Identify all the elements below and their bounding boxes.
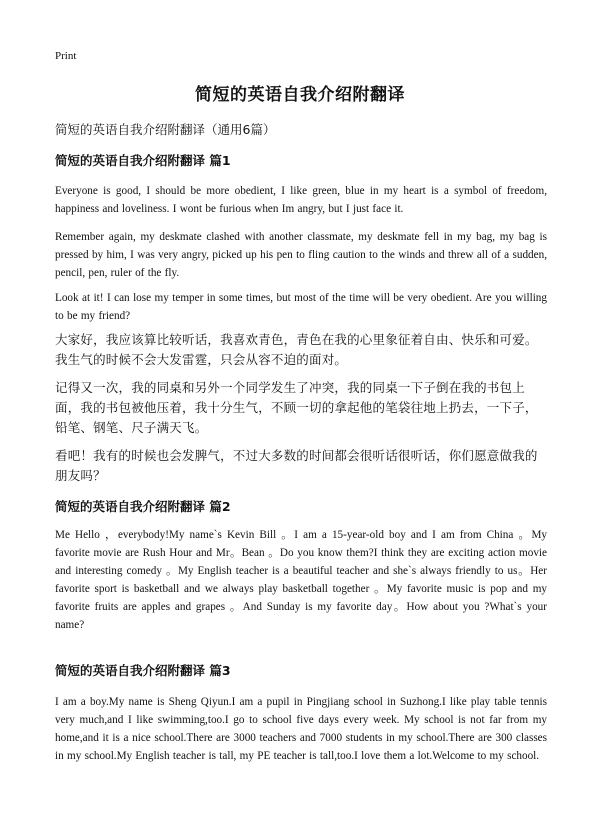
paragraph: Everyone is good, I should be more obedient, I like green, blue in my heart is a symbol of freedom, happiness and loveliness. I wont be furious when Im angry, but I just face it.: [55, 185, 547, 215]
section-heading-2: 简短的英语自我介绍附翻译 篇2: [55, 499, 231, 514]
section-heading-3: 简短的英语自我介绍附翻译 篇3: [55, 663, 231, 678]
paragraph-chinese: 看吧！我有的时候也会发脾气，不过大多数的时间都会很听话很听话，你们愿意做我的朋友吗？: [55, 448, 538, 483]
paragraph: Remember again, my deskmate clashed with another classmate, my deskmate fell in my bag, my bag is pressed by him, I was very angry, picked up his pen to fling caution to the winds and threw all of a sudden, pencil, pen, ruler of the fly.: [55, 231, 547, 279]
paragraph-chinese: 记得又一次，我的同桌和另外一个同学发生了冲突，我的同桌一下子倒在我的书包上面，我的书包被他压着，我十分生气，不顾一切的拿起他的笔袋往地上扔去，一下子，铅笔、钢笔、尺子满天飞。: [55, 380, 538, 435]
page-subtitle: 简短的英语自我介绍附翻译（通用6篇）: [55, 122, 276, 137]
paragraph-chinese: 大家好，我应该算比较听话，我喜欢青色，青色在我的心里象征着自由、快乐和可爱。我生气的时候不会大发雷霆，只会从容不迫的面对。: [55, 332, 538, 367]
paragraph: I am a boy.My name is Sheng Qiyun.I am a pupil in Pingjiang school in Suzhong.I like play table tennis very much,and I like swimming,too.I go to school five days every week. My school is not far from my home,and it is a nice school.There are 3000 teachers and 7000 students in my school.There are 300 classes in my school.My English teacher is tall, my PE teacher is tall,too.I love them a lot.Welcome to my school.: [55, 696, 547, 762]
section-heading-1: 简短的英语自我介绍附翻译 篇1: [55, 153, 231, 168]
page-title: 简短的英语自我介绍附翻译: [195, 85, 405, 105]
paragraph: Me Hello ，everybody!My name`s Kevin Bill 。I am a 15-year-old boy and I am from China 。My favorite movie are Rush Hour and Mr。Bean 。Do you know them?I think they are exciting action movie and interesting comedy 。My English teacher is a beautiful teacher and she`s always friendly to us。Her favorite sport is basketball and we always play basketball together 。My favorite music is pop and my favorite fruits are apples and grapes 。And Sunday is my favorite day。How about you ?What`s your name?: [55, 529, 547, 631]
print-label: Print: [55, 50, 77, 62]
paragraph: Look at it! I can lose my temper in some times, but most of the time will be very obedient. Are you willing to be my friend?: [55, 292, 547, 322]
